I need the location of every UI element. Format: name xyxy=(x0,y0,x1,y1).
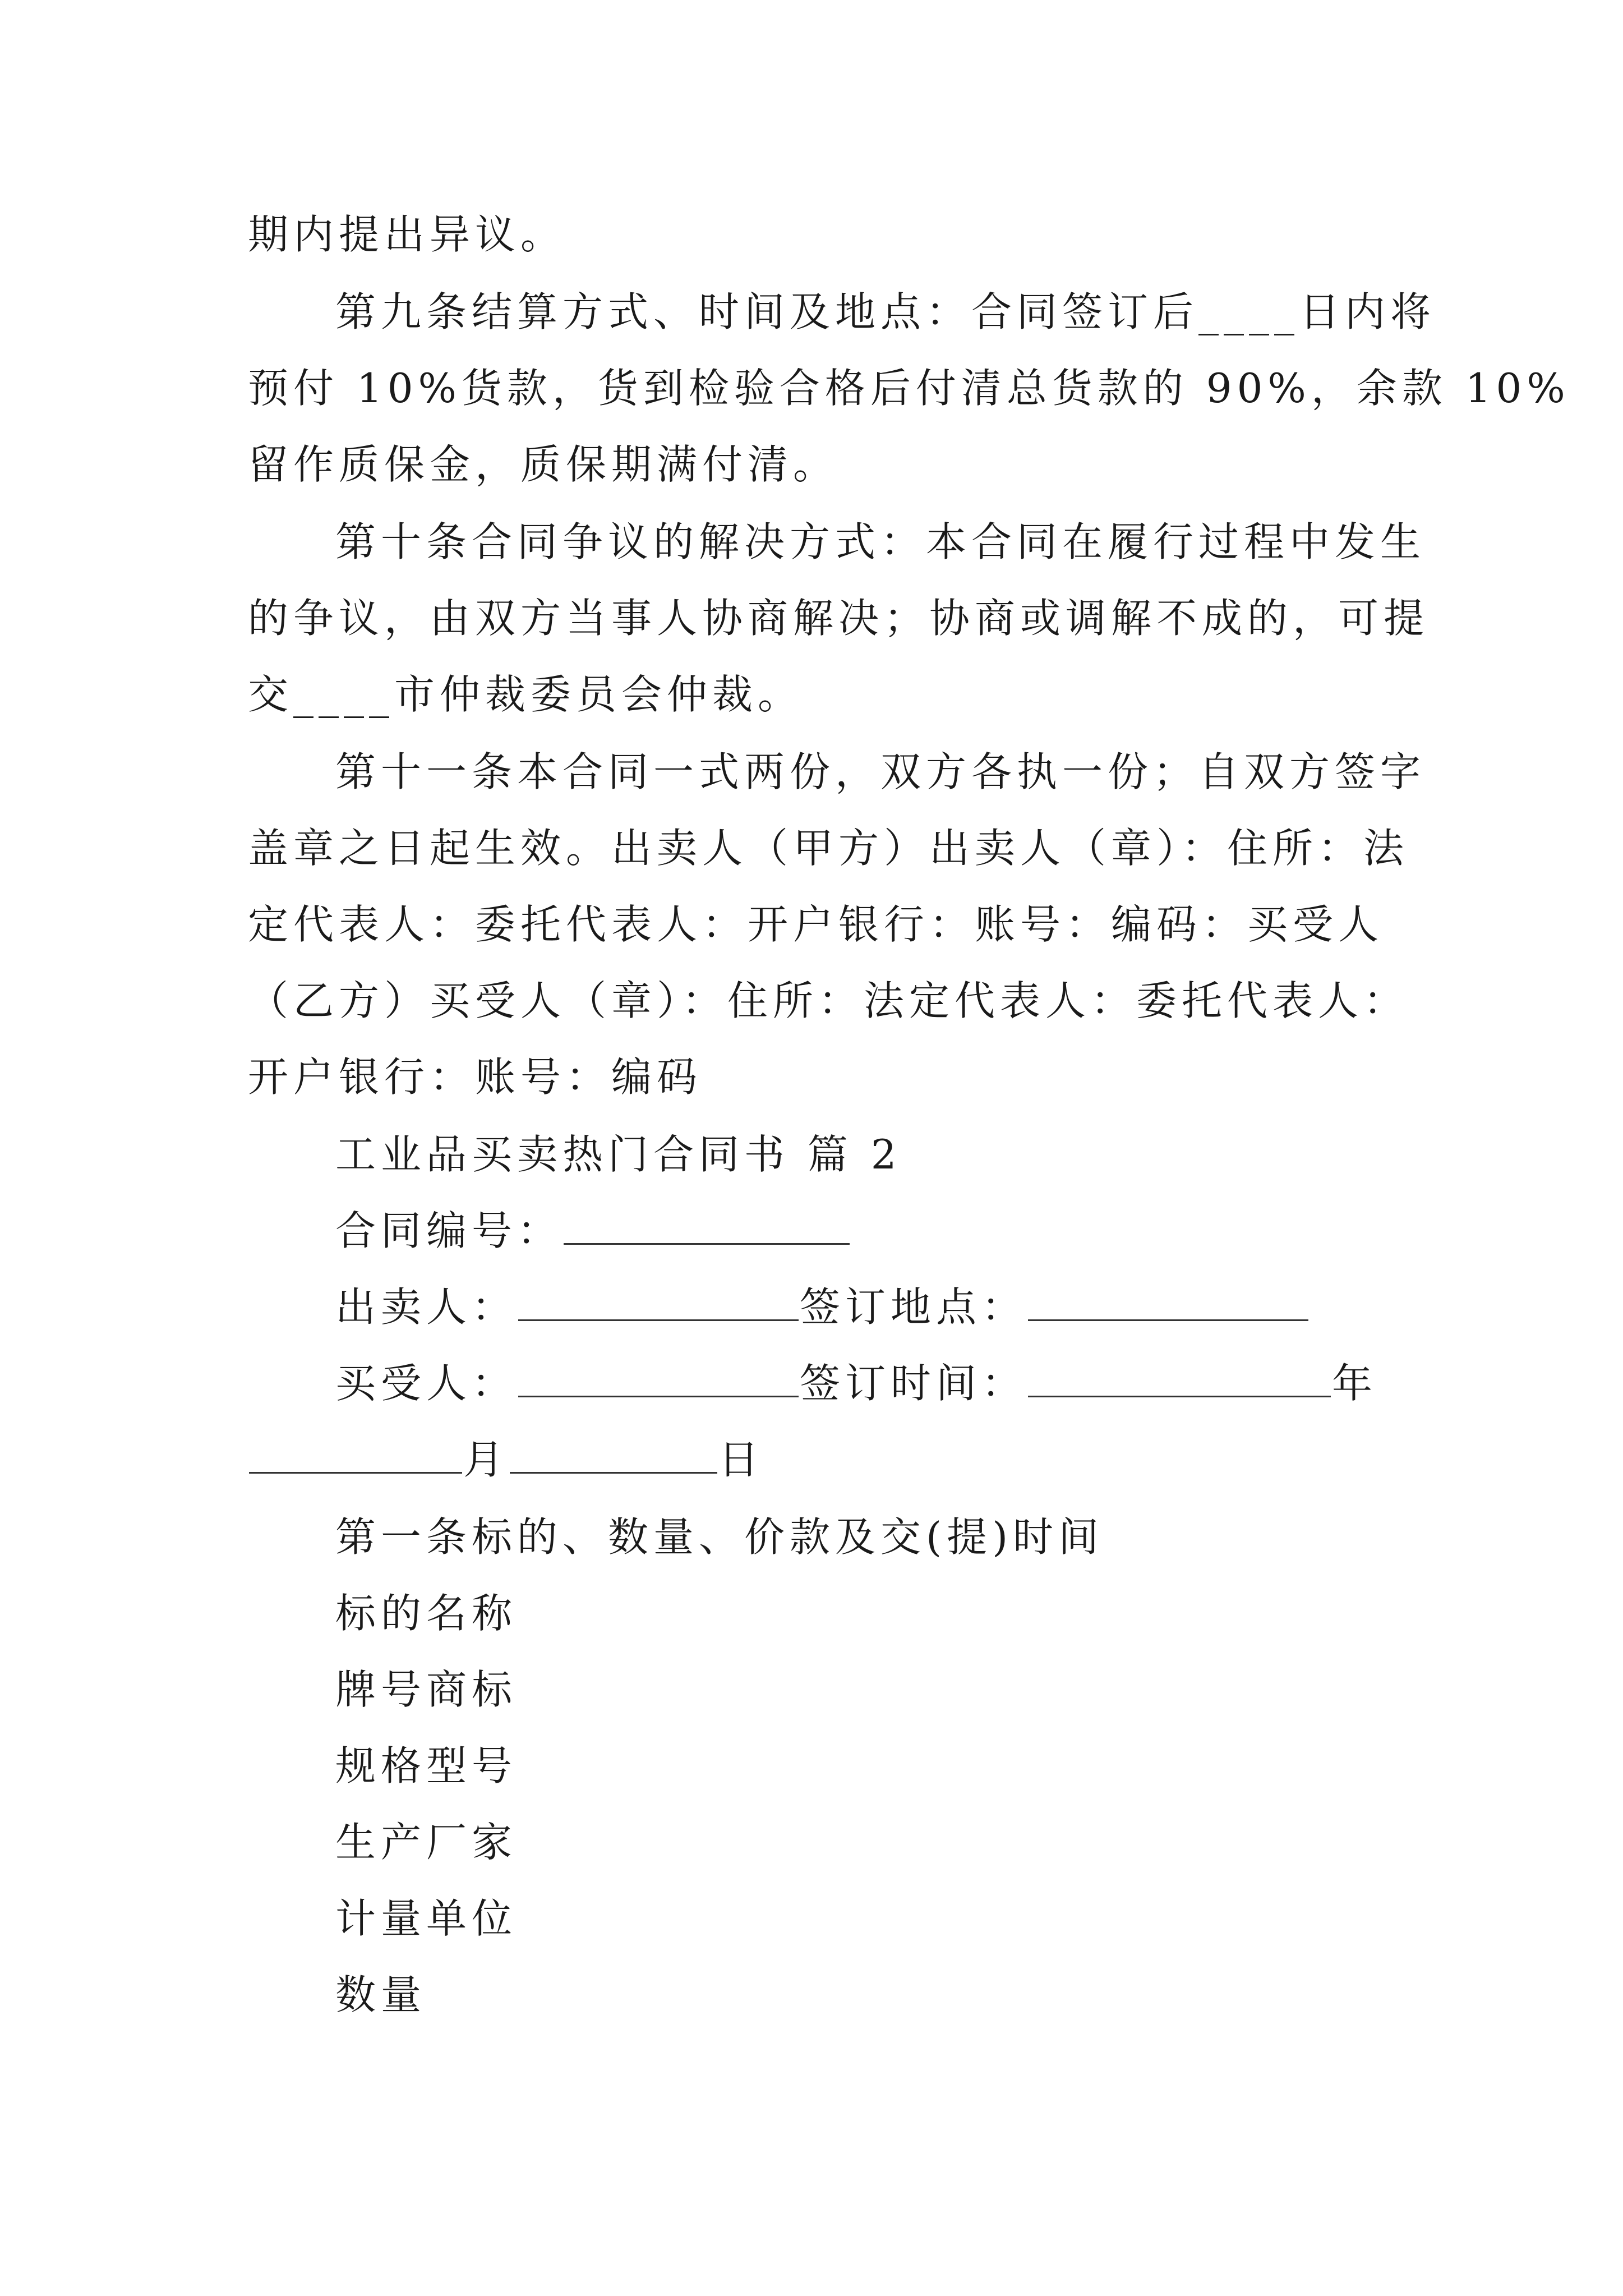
seller-field xyxy=(518,1286,799,1321)
text-line: （乙方）买受人（章）：住所：法定代表人：委托代表人： xyxy=(248,977,1409,1024)
text-line: 的争议，由双方当事人协商解决；协商或调解不成的，可提 xyxy=(248,595,1430,642)
contract-no-row xyxy=(335,1204,851,1258)
date-row xyxy=(248,1433,764,1487)
sign-place-field xyxy=(1028,1286,1308,1321)
sign-time-label: 签订时间： xyxy=(800,1360,1027,1407)
buyer-field xyxy=(518,1362,799,1397)
text-line: 盖章之日起生效。出卖人（甲方）出卖人（章）：住所：法 xyxy=(248,825,1409,872)
year-label: 年 xyxy=(1332,1360,1378,1407)
contract-no-field xyxy=(564,1209,850,1245)
item-line: 第一条标的、数量、价款及交(提)时间 xyxy=(335,1513,1104,1561)
seller-row xyxy=(335,1280,1310,1334)
text-line: 第九条结算方式、时间及地点：合同签订后____日内将 xyxy=(335,288,1436,335)
item-line: 生产厂家 xyxy=(335,1819,518,1866)
seller-label: 出卖人： xyxy=(335,1283,518,1331)
contract-no-label: 合同编号： xyxy=(335,1207,563,1254)
item-line: 规格型号 xyxy=(335,1742,518,1789)
item-line: 牌号商标 xyxy=(335,1666,518,1713)
text-line: 预付 10%货款，货到检验合格后付清总货款的 90%，余款 10% xyxy=(248,365,1570,412)
text-line: 定代表人：委托代表人：开户银行：账号：编码：买受人 xyxy=(248,901,1384,948)
buyer-label: 买受人： xyxy=(335,1360,518,1407)
section-heading: 工业品买卖热门合同书 篇 2 xyxy=(335,1131,902,1178)
sign-month-field xyxy=(249,1438,462,1474)
text-line: 第十一条本合同一式两份，双方各执一份；自双方签字 xyxy=(335,748,1426,795)
day-label: 日 xyxy=(718,1436,764,1483)
month-label: 月 xyxy=(463,1436,509,1483)
item-line: 计量单位 xyxy=(335,1895,518,1942)
text-line: 第十条合同争议的解决方式：本合同在履行过程中发生 xyxy=(335,518,1426,565)
text-line: 留作质保金，质保期满付清。 xyxy=(248,441,839,488)
text-line: 期内提出异议。 xyxy=(248,211,566,258)
buyer-row xyxy=(335,1356,1377,1410)
item-line: 数量 xyxy=(335,1971,427,2018)
sign-day-field xyxy=(510,1438,717,1474)
text-line: 开户银行：账号：编码 xyxy=(248,1053,703,1101)
item-line: 标的名称 xyxy=(335,1590,518,1637)
sign-place-label: 签订地点： xyxy=(800,1283,1027,1331)
sign-year-field xyxy=(1028,1362,1331,1397)
text-line: 交____市仲裁委员会仲裁。 xyxy=(248,671,804,718)
